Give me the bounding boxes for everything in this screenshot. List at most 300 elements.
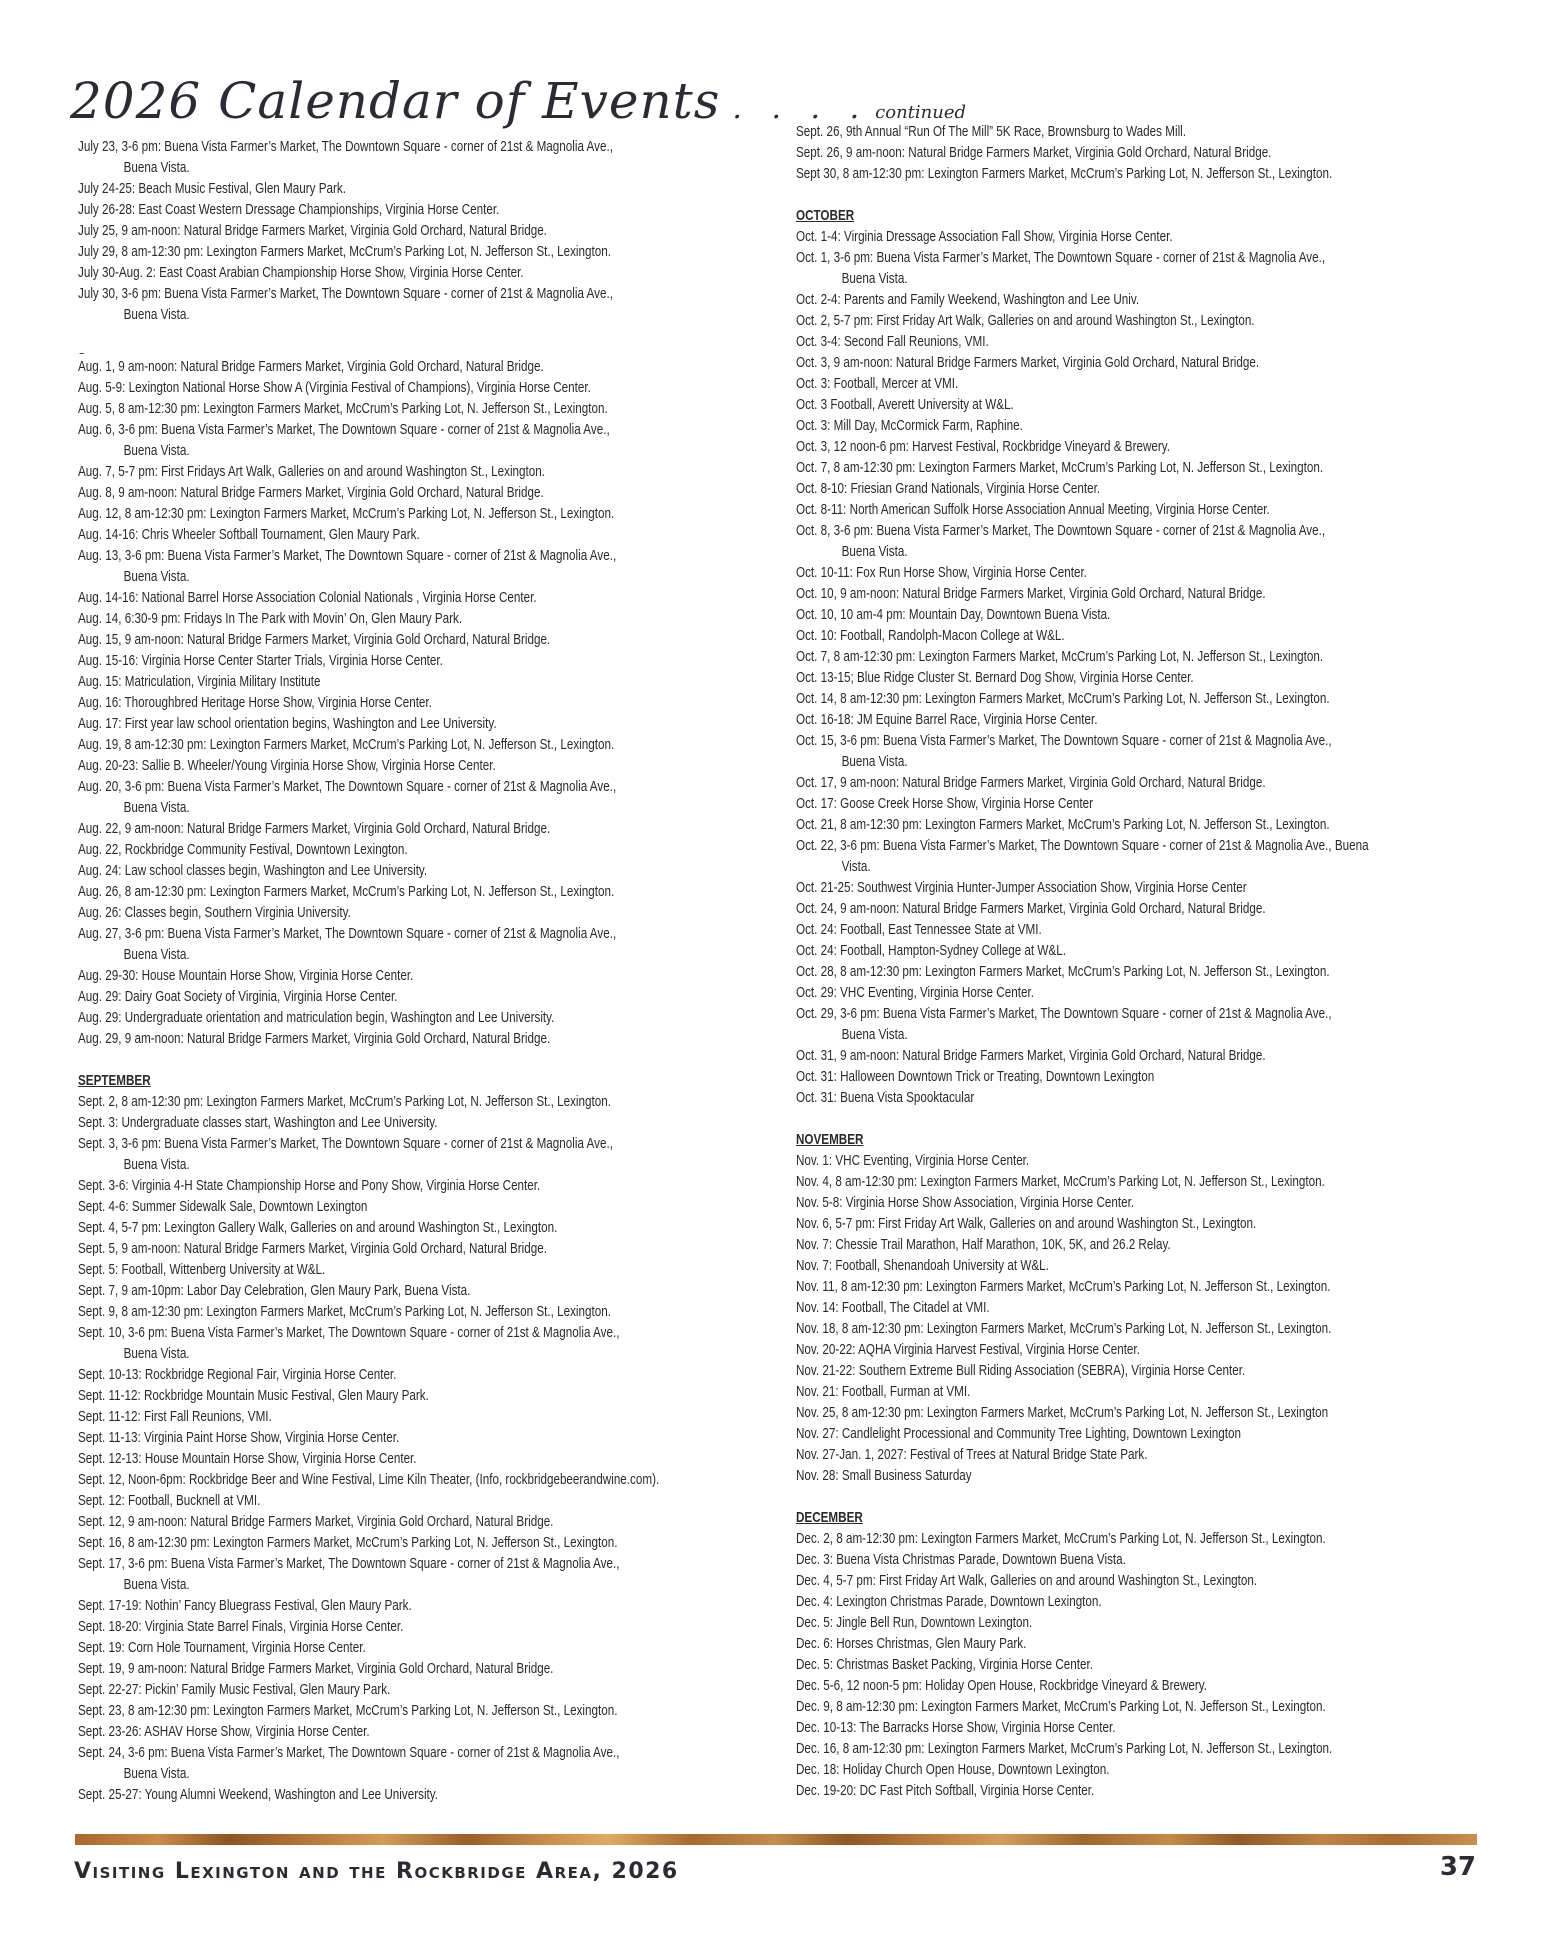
event-entry (78, 1197, 659, 1218)
event-entry (796, 1088, 1369, 1109)
event-entry (78, 651, 659, 672)
month-heading-september: SEPTEMBER (78, 1073, 151, 1089)
event-text-continuation: Buena Vista. (123, 1766, 190, 1782)
event-text: Oct. 8-10: Friesian Grand Nationals, Virginia Horse Center. (796, 481, 1101, 497)
event-entry (78, 221, 659, 242)
event-entry (796, 1361, 1369, 1382)
event-entry (78, 525, 659, 546)
event-entry (796, 1655, 1369, 1676)
event-text: Dec. 19-20: DC Fast Pitch Softball, Virginia Horse Center. (796, 1783, 1095, 1799)
event-text: Nov. 1: VHC Eventing, Virginia Horse Center. (796, 1153, 1030, 1169)
event-text: Aug. 6, 3-6 pm: Buena Vista Farmer’s Market, The Downtown Square - corner of 21st & Magnolia Ave., (78, 422, 610, 438)
event-entry (78, 1365, 659, 1386)
event-entry (78, 1638, 659, 1659)
event-text: Oct. 29, 3-6 pm: Buena Vista Farmer’s Market, The Downtown Square - corner of 21st & Magnolia Ave., (796, 1006, 1332, 1022)
event-text: Nov. 5-8: Virginia Horse Show Association, Virginia Horse Center. (796, 1195, 1135, 1211)
event-text: Nov. 4, 8 am-12:30 pm: Lexington Farmers Market, McCrum’s Parking Lot, N. Jefferson St., Lexington. (796, 1174, 1325, 1190)
event-entry (78, 714, 659, 735)
event-text: Sept. 3-6: Virginia 4-H State Championship Horse and Pony Show, Virginia Horse Center. (78, 1178, 541, 1194)
event-entry (78, 1323, 659, 1365)
event-text: Oct. 10-11: Fox Run Horse Show, Virginia Horse Center. (796, 565, 1087, 581)
event-entry (78, 609, 659, 630)
event-text: Aug. 17: First year law school orientation begins, Washington and Lee University. (78, 716, 497, 732)
event-text-continuation: Buena Vista. (123, 160, 190, 176)
event-entry (796, 290, 1369, 311)
event-text: Sept 30, 8 am-12:30 pm: Lexington Farmers Market, McCrum’s Parking Lot, N. Jefferson St., Lexington. (796, 166, 1333, 182)
event-text: Nov. 6, 5-7 pm: First Friday Art Walk, Galleries on and around Washington St., Lexington. (796, 1216, 1257, 1232)
event-entry (78, 1386, 659, 1407)
event-text: Oct. 17, 9 am-noon: Natural Bridge Farmers Market, Virginia Gold Orchard, Natural Bridge. (796, 775, 1266, 791)
event-entry (796, 794, 1369, 815)
event-text: Oct. 10: Football, Randolph-Macon College at W&L. (796, 628, 1065, 644)
event-text-continuation: Buena Vista. (841, 754, 908, 770)
event-entry (796, 773, 1369, 794)
event-text: Dec. 4, 5-7 pm: First Friday Art Walk, Galleries on and around Washington St., Lexington. (796, 1573, 1258, 1589)
event-entry (78, 924, 659, 966)
event-text: Sept. 11-13: Virginia Paint Horse Show, Virginia Horse Center. (78, 1430, 400, 1446)
event-text: Aug. 20-23: Sallie B. Wheeler/Young Virginia Horse Show, Virginia Horse Center. (78, 758, 496, 774)
event-entry (796, 416, 1369, 437)
event-text: Oct. 21, 8 am-12:30 pm: Lexington Farmers Market, McCrum’s Parking Lot, N. Jefferson St., Lexington. (796, 817, 1330, 833)
event-entry (78, 1239, 659, 1260)
event-text: Oct. 2, 5-7 pm: First Friday Art Walk, Galleries on and around Washington St., Lexington. (796, 313, 1255, 329)
event-text: Nov. 11, 8 am-12:30 pm: Lexington Farmers Market, McCrum’s Parking Lot, N. Jefferson St., Lexington. (796, 1279, 1331, 1295)
event-text: Oct. 3: Football, Mercer at VMI. (796, 376, 959, 392)
event-text: Sept. 2, 8 am-12:30 pm: Lexington Farmers Market, McCrum’s Parking Lot, N. Jefferson St., Lexington. (78, 1094, 611, 1110)
event-text: July 26-28: East Coast Western Dressage Championships, Virginia Horse Center. (78, 202, 500, 218)
event-text: Aug. 8, 9 am-noon: Natural Bridge Farmers Market, Virginia Gold Orchard, Natural Bridge. (78, 485, 544, 501)
month-heading-november: NOVEMBER (796, 1132, 864, 1148)
event-entry (78, 1659, 659, 1680)
event-text: Oct. 22, 3-6 pm: Buena Vista Farmer’s Market, The Downtown Square - corner of 21st & Magnolia Ave., Buena (796, 838, 1369, 854)
event-entry (78, 1176, 659, 1197)
event-text: Sept. 26, 9 am-noon: Natural Bridge Farmers Market, Virginia Gold Orchard, Natural Bridge. (796, 145, 1272, 161)
event-entry (78, 987, 659, 1008)
event-text: Aug. 29: Dairy Goat Society of Virginia, Virginia Horse Center. (78, 989, 398, 1005)
event-entry (796, 1004, 1369, 1046)
event-entry (796, 1634, 1369, 1655)
event-text: July 30, 3-6 pm: Buena Vista Farmer’s Market, The Downtown Square - corner of 21st & Magnolia Ave., (78, 286, 613, 302)
event-entry (796, 1193, 1369, 1214)
page-number: 37 (1439, 1852, 1476, 1882)
event-entry (796, 941, 1369, 962)
event-entry (796, 1067, 1369, 1088)
event-text: Oct. 24: Football, East Tennessee State at VMI. (796, 922, 1042, 938)
event-entry (78, 1302, 659, 1323)
event-entry (796, 1718, 1369, 1739)
event-text: Sept. 11-12: Rockbridge Mountain Music Festival, Glen Maury Park. (78, 1388, 429, 1404)
event-entry (78, 630, 659, 651)
event-text: Sept. 17-19: Nothin’ Fancy Bluegrass Festival, Glen Maury Park. (78, 1598, 412, 1614)
event-text: Sept. 5, 9 am-noon: Natural Bridge Farmers Market, Virginia Gold Orchard, Natural Bridge. (78, 1241, 547, 1257)
event-text: Sept. 10-13: Rockbridge Regional Fair, Virginia Horse Center. (78, 1367, 397, 1383)
event-entry (796, 1571, 1369, 1592)
event-text: Sept. 10, 3-6 pm: Buena Vista Farmer’s Market, The Downtown Square - corner of 21st & Magnolia Ave., (78, 1325, 620, 1341)
event-text: Sept. 23-26: ASHAV Horse Show, Virginia Horse Center. (78, 1724, 370, 1740)
event-text: Sept. 7, 9 am-10pm: Labor Day Celebration, Glen Maury Park, Buena Vista. (78, 1283, 471, 1299)
event-text: Oct. 31: Buena Vista Spooktacular (796, 1090, 975, 1106)
event-entry (796, 227, 1369, 248)
event-entry (796, 920, 1369, 941)
event-entry (796, 1046, 1369, 1067)
event-entry (78, 1512, 659, 1533)
event-text: Aug. 26, 8 am-12:30 pm: Lexington Farmers Market, McCrum’s Parking Lot, N. Jefferson St., Lexington. (78, 884, 615, 900)
event-entry (796, 479, 1369, 500)
event-text: Sept. 24, 3-6 pm: Buena Vista Farmer’s Market, The Downtown Square - corner of 21st & Magnolia Ave., (78, 1745, 620, 1761)
event-text: Aug. 5-9: Lexington National Horse Show A (Virginia Festival of Champions), Virginia Horse Center. (78, 380, 591, 396)
event-text-continuation: Buena Vista. (123, 1157, 190, 1173)
event-entry (796, 1445, 1369, 1466)
event-text: Sept. 12, 9 am-noon: Natural Bridge Farmers Market, Virginia Gold Orchard, Natural Bridge. (78, 1514, 554, 1530)
event-entry (796, 983, 1369, 1004)
title-dots: . . . . (732, 91, 870, 126)
august-events (78, 357, 659, 1050)
event-text: Oct. 2-4: Parents and Family Weekend, Washington and Lee Univ. (796, 292, 1140, 308)
october-events (796, 227, 1369, 1109)
event-entry (78, 284, 659, 326)
event-text: Sept. 5: Football, Wittenberg University at W&L. (78, 1262, 326, 1278)
event-entry (796, 437, 1369, 458)
event-entry (78, 1029, 659, 1050)
event-text: Oct. 21-25: Southwest Virginia Hunter-Jumper Association Show, Virginia Horse Center (796, 880, 1247, 896)
event-text: Dec. 3: Buena Vista Christmas Parade, Downtown Buena Vista. (796, 1552, 1126, 1568)
event-text: Oct. 3, 12 noon-6 pm: Harvest Festival, Rockbridge Vineyard & Brewery. (796, 439, 1170, 455)
event-entry (796, 500, 1369, 521)
event-entry (796, 122, 1369, 143)
event-entry (796, 689, 1369, 710)
event-text: Sept. 3: Undergraduate classes start, Washington and Lee University. (78, 1115, 438, 1131)
stray-dash (78, 347, 659, 357)
month-heading-october: OCTOBER (796, 208, 855, 224)
event-text: Dec. 18: Holiday Church Open House, Downtown Lexington. (796, 1762, 1110, 1778)
september-events (78, 1092, 659, 1806)
event-text: Oct. 3-4: Second Fall Reunions, VMI. (796, 334, 989, 350)
event-entry (796, 1172, 1369, 1193)
event-text: Nov. 27: Candlelight Processional and Community Tree Lighting, Downtown Lexington (796, 1426, 1241, 1442)
event-text: Nov. 7: Football, Shenandoah University at W&L. (796, 1258, 1049, 1274)
event-text: Sept. 9, 8 am-12:30 pm: Lexington Farmers Market, McCrum’s Parking Lot, N. Jefferson St., Lexington. (78, 1304, 611, 1320)
event-text: Aug. 15: Matriculation, Virginia Military Institute (78, 674, 321, 690)
event-text: Sept. 12-13: House Mountain Horse Show, Virginia Horse Center. (78, 1451, 417, 1467)
event-text: Aug. 27, 3-6 pm: Buena Vista Farmer’s Market, The Downtown Square - corner of 21st & Magnolia Ave., (78, 926, 617, 942)
event-text-continuation: Buena Vista. (123, 307, 190, 323)
event-text: Oct. 1-4: Virginia Dressage Association Fall Show, Virginia Horse Center. (796, 229, 1173, 245)
event-entry (78, 420, 659, 462)
event-entry (78, 546, 659, 588)
event-entry (796, 1151, 1369, 1172)
event-text: Oct. 10, 9 am-noon: Natural Bridge Farmers Market, Virginia Gold Orchard, Natural Bridge. (796, 586, 1266, 602)
event-text: Nov. 14: Football, The Citadel at VMI. (796, 1300, 990, 1316)
event-text: Oct. 3 Football, Averett University at W&L. (796, 397, 1014, 413)
event-entry (78, 1701, 659, 1722)
event-text: Dec. 5: Christmas Basket Packing, Virginia Horse Center. (796, 1657, 1093, 1673)
event-entry (78, 966, 659, 987)
event-entry (796, 1760, 1369, 1781)
event-text-continuation: Buena Vista. (123, 947, 190, 963)
event-entry (796, 1676, 1369, 1697)
event-text: Oct. 7, 8 am-12:30 pm: Lexington Farmers Market, McCrum’s Parking Lot, N. Jefferson St., Lexington. (796, 460, 1324, 476)
event-entry (796, 521, 1369, 563)
december-events (796, 1529, 1369, 1802)
event-entry (796, 248, 1369, 290)
event-text: Sept. 12, Noon-6pm: Rockbridge Beer and Wine Festival, Lime Kiln Theater, (Info, rockbridgebeerandwine.com). (78, 1472, 660, 1488)
event-text-continuation: Buena Vista. (123, 800, 190, 816)
event-entry (796, 1214, 1369, 1235)
event-text: Nov. 27-Jan. 1, 2027: Festival of Trees at Natural Bridge State Park. (796, 1447, 1148, 1463)
event-entry (796, 458, 1369, 479)
event-entry (78, 861, 659, 882)
event-text: Sept. 22-27: Pickin’ Family Music Festival, Glen Maury Park. (78, 1682, 391, 1698)
event-entry (78, 179, 659, 200)
event-entry (796, 1382, 1369, 1403)
event-text: Dec. 5-6, 12 noon-5 pm: Holiday Open House, Rockbridge Vineyard & Brewery. (796, 1678, 1207, 1694)
july-events (78, 137, 659, 326)
event-entry (78, 1449, 659, 1470)
event-text: Nov. 20-22: AQHA Virginia Harvest Festival, Virginia Horse Center. (796, 1342, 1140, 1358)
event-text: Dec. 10-13: The Barracks Horse Show, Virginia Horse Center. (796, 1720, 1116, 1736)
event-entry (796, 1235, 1369, 1256)
event-text-continuation: Buena Vista. (841, 544, 908, 560)
event-text: Aug. 13, 3-6 pm: Buena Vista Farmer’s Market, The Downtown Square - corner of 21st & Magnolia Ave., (78, 548, 617, 564)
event-entry (78, 1554, 659, 1596)
event-entry (796, 731, 1369, 773)
event-entry (78, 378, 659, 399)
november-events (796, 1151, 1369, 1487)
event-entry (796, 395, 1369, 416)
event-text: Aug. 16: Thoroughbred Heritage Horse Show, Virginia Horse Center. (78, 695, 432, 711)
event-entry (796, 878, 1369, 899)
event-text: Oct. 24, 9 am-noon: Natural Bridge Farmers Market, Virginia Gold Orchard, Natural Bridge. (796, 901, 1266, 917)
event-text: Oct. 17: Goose Creek Horse Show, Virginia Horse Center (796, 796, 1093, 812)
event-entry (78, 137, 659, 179)
event-entry (796, 332, 1369, 353)
title-text: 2026 Calendar of Events (70, 72, 721, 130)
event-text: Nov. 18, 8 am-12:30 pm: Lexington Farmers Market, McCrum’s Parking Lot, N. Jefferson St., Lexington. (796, 1321, 1332, 1337)
event-entry (796, 1466, 1369, 1487)
september-events-continued (796, 122, 1369, 185)
event-entry (796, 710, 1369, 731)
event-text: Aug. 15, 9 am-noon: Natural Bridge Farmers Market, Virginia Gold Orchard, Natural Bridge. (78, 632, 551, 648)
event-text: Nov. 21-22: Southern Extreme Bull Riding Association (SEBRA), Virginia Horse Center. (796, 1363, 1246, 1379)
event-text: Nov. 21: Football, Furman at VMI. (796, 1384, 971, 1400)
event-entry (78, 357, 659, 378)
event-text: Aug. 20, 3-6 pm: Buena Vista Farmer’s Market, The Downtown Square - corner of 21st & Magnolia Ave., (78, 779, 617, 795)
event-text: Aug. 1, 9 am-noon: Natural Bridge Farmers Market, Virginia Gold Orchard, Natural Bridge. (78, 359, 544, 375)
event-text: Dec. 5: Jingle Bell Run, Downtown Lexington. (796, 1615, 1033, 1631)
event-entry (78, 504, 659, 525)
event-text-continuation: Buena Vista. (123, 1577, 190, 1593)
event-entry (78, 1281, 659, 1302)
event-text: Oct. 8, 3-6 pm: Buena Vista Farmer’s Market, The Downtown Square - corner of 21st & Magnolia Ave., (796, 523, 1326, 539)
event-entry (796, 815, 1369, 836)
event-text: Sept. 4, 5-7 pm: Lexington Gallery Walk, Galleries on and around Washington St., Lexington. (78, 1220, 558, 1236)
event-entry (78, 1134, 659, 1176)
event-entry (78, 1113, 659, 1134)
event-text: Dec. 2, 8 am-12:30 pm: Lexington Farmers Market, McCrum’s Parking Lot, N. Jefferson St., Lexington. (796, 1531, 1326, 1547)
event-text: Sept. 4-6: Summer Sidewalk Sale, Downtown Lexington (78, 1199, 368, 1215)
event-entry (78, 1743, 659, 1785)
event-entry (796, 1256, 1369, 1277)
event-text: Oct. 8-11: North American Suffolk Horse Association Annual Meeting, Virginia Horse Center. (796, 502, 1270, 518)
event-text: Sept. 25-27: Young Alumni Weekend, Washington and Lee University. (78, 1787, 438, 1803)
event-text: Oct. 16-18: JM Equine Barrel Race, Virginia Horse Center. (796, 712, 1098, 728)
event-entry (78, 1533, 659, 1554)
event-text: Aug. 26: Classes begin, Southern Virginia University. (78, 905, 351, 921)
event-text: Sept. 3, 3-6 pm: Buena Vista Farmer’s Market, The Downtown Square - corner of 21st & Magnolia Ave., (78, 1136, 613, 1152)
event-text: Aug. 19, 8 am-12:30 pm: Lexington Farmers Market, McCrum’s Parking Lot, N. Jefferson St., Lexington. (78, 737, 615, 753)
event-entry (796, 143, 1369, 164)
event-entry (796, 563, 1369, 584)
event-entry (796, 374, 1369, 395)
event-entry (78, 1785, 659, 1806)
event-entry (796, 899, 1369, 920)
event-text: Oct. 3, 9 am-noon: Natural Bridge Farmers Market, Virginia Gold Orchard, Natural Bridge. (796, 355, 1260, 371)
publication-title: Visiting Lexington and the Rockbridge Area, 2026 (74, 1859, 679, 1884)
event-text: July 30-Aug. 2: East Coast Arabian Championship Horse Show, Virginia Horse Center. (78, 265, 524, 281)
month-heading-december: DECEMBER (796, 1510, 863, 1526)
event-text: Oct. 31, 9 am-noon: Natural Bridge Farmers Market, Virginia Gold Orchard, Natural Bridge. (796, 1048, 1266, 1064)
event-entry (796, 1781, 1369, 1802)
event-entry (796, 1550, 1369, 1571)
event-entry (78, 200, 659, 221)
event-entry (796, 311, 1369, 332)
event-entry (796, 1613, 1369, 1634)
event-entry (78, 819, 659, 840)
event-entry (796, 962, 1369, 983)
event-text: Sept. 19: Corn Hole Tournament, Virginia Horse Center. (78, 1640, 366, 1656)
event-entry (78, 263, 659, 284)
event-text: Sept. 18-20: Virginia State Barrel Finals, Virginia Horse Center. (78, 1619, 404, 1635)
event-text: Dec. 6: Horses Christmas, Glen Maury Park. (796, 1636, 1027, 1652)
event-text: Sept. 23, 8 am-12:30 pm: Lexington Farmers Market, McCrum’s Parking Lot, N. Jefferson St., Lexington. (78, 1703, 618, 1719)
spacer (78, 326, 659, 347)
event-entry (78, 882, 659, 903)
event-entry (78, 462, 659, 483)
event-entry (78, 903, 659, 924)
event-entry (78, 1722, 659, 1743)
event-text: July 25, 9 am-noon: Natural Bridge Farmers Market, Virginia Gold Orchard, Natural Bridge. (78, 223, 547, 239)
event-entry (78, 242, 659, 263)
event-entry (796, 164, 1369, 185)
event-entry (796, 1403, 1369, 1424)
event-entry (78, 1470, 659, 1491)
event-text: Oct. 13-15; Blue Ridge Cluster St. Bernard Dog Show, Virginia Horse Center. (796, 670, 1194, 686)
event-text: Aug. 14-16: National Barrel Horse Association Colonial Nationals , Virginia Horse Center. (78, 590, 537, 606)
event-text: Sept. 26, 9th Annual “Run Of The Mill” 5K Race, Brownsburg to Wades Mill. (796, 124, 1186, 140)
event-text: Aug. 22, 9 am-noon: Natural Bridge Farmers Market, Virginia Gold Orchard, Natural Bridge. (78, 821, 551, 837)
event-entry (796, 1592, 1369, 1613)
event-entry (78, 1680, 659, 1701)
event-text: Oct. 10, 10 am-4 pm: Mountain Day, Downtown Buena Vista. (796, 607, 1111, 623)
event-text: Oct. 24: Football, Hampton-Sydney College at W&L. (796, 943, 1066, 959)
event-entry (796, 1298, 1369, 1319)
event-entry (796, 605, 1369, 626)
event-entry (796, 836, 1369, 878)
event-text: Aug. 24: Law school classes begin, Washington and Lee University. (78, 863, 428, 879)
event-text: July 24-25: Beach Music Festival, Glen Maury Park. (78, 181, 346, 197)
event-entry (78, 483, 659, 504)
event-entry (796, 1340, 1369, 1361)
event-text: July 23, 3-6 pm: Buena Vista Farmer’s Market, The Downtown Square - corner of 21st & Magnolia Ave., (78, 139, 613, 155)
event-text: Nov. 25, 8 am-12:30 pm: Lexington Farmers Market, McCrum’s Parking Lot, N. Jefferson St., Lexington (796, 1405, 1329, 1421)
event-entry (78, 1218, 659, 1239)
event-text: Nov. 28: Small Business Saturday (796, 1468, 972, 1484)
event-text: Sept. 16, 8 am-12:30 pm: Lexington Farmers Market, McCrum’s Parking Lot, N. Jefferson St., Lexington. (78, 1535, 618, 1551)
event-text: Dec. 16, 8 am-12:30 pm: Lexington Farmers Market, McCrum’s Parking Lot, N. Jefferson St., Lexington. (796, 1741, 1333, 1757)
event-entry (78, 1407, 659, 1428)
decorative-wood-bar (75, 1834, 1477, 1845)
event-entry (78, 1008, 659, 1029)
event-entry (78, 735, 659, 756)
event-entry (796, 1319, 1369, 1340)
event-entry (78, 672, 659, 693)
event-entry (78, 1260, 659, 1281)
left-column (78, 137, 659, 1806)
event-text: Oct. 3: Mill Day, McCormick Farm, Raphine. (796, 418, 1023, 434)
event-entry (796, 1277, 1369, 1298)
event-text: Aug. 14, 6:30-9 pm: Fridays In The Park with Movin’ On, Glen Maury Park. (78, 611, 463, 627)
event-text: Sept. 17, 3-6 pm: Buena Vista Farmer’s Market, The Downtown Square - corner of 21st & Magnolia Ave., (78, 1556, 620, 1572)
event-text: Oct. 28, 8 am-12:30 pm: Lexington Farmers Market, McCrum’s Parking Lot, N. Jefferson St., Lexington. (796, 964, 1330, 980)
event-text: Aug. 12, 8 am-12:30 pm: Lexington Farmers Market, McCrum’s Parking Lot, N. Jefferson St., Lexington. (78, 506, 615, 522)
event-text: Sept. 12: Football, Bucknell at VMI. (78, 1493, 261, 1509)
event-text-continuation: Buena Vista. (123, 569, 190, 585)
event-text: Aug. 15-16: Virginia Horse Center Starter Trials, Virginia Horse Center. (78, 653, 443, 669)
event-text: Nov. 7: Chessie Trail Marathon, Half Marathon, 10K, 5K, and 26.2 Relay. (796, 1237, 1171, 1253)
event-entry (78, 1596, 659, 1617)
event-entry (78, 399, 659, 420)
event-entry (796, 1739, 1369, 1760)
event-entry (796, 353, 1369, 374)
event-text: Oct. 7, 8 am-12:30 pm: Lexington Farmers Market, McCrum’s Parking Lot, N. Jefferson St., Lexington. (796, 649, 1324, 665)
event-entry (78, 1428, 659, 1449)
event-text: Aug. 29-30: House Mountain Horse Show, Virginia Horse Center. (78, 968, 414, 984)
event-entry (796, 626, 1369, 647)
event-entry (796, 1697, 1369, 1718)
event-entry (796, 647, 1369, 668)
event-text-continuation: Buena Vista. (123, 1346, 190, 1362)
event-entry (796, 1529, 1369, 1550)
event-text-continuation: Buena Vista. (841, 1027, 908, 1043)
event-entry (78, 756, 659, 777)
event-entry (78, 1491, 659, 1512)
event-text: Aug. 29: Undergraduate orientation and matriculation begin, Washington and Lee University. (78, 1010, 555, 1026)
event-entry (796, 1424, 1369, 1445)
event-text: July 29, 8 am-12:30 pm: Lexington Farmers Market, McCrum’s Parking Lot, N. Jefferson St., Lexington. (78, 244, 611, 260)
event-text: Aug. 29, 9 am-noon: Natural Bridge Farmers Market, Virginia Gold Orchard, Natural Bridge. (78, 1031, 551, 1047)
event-entry (78, 1092, 659, 1113)
event-text: Oct. 29: VHC Eventing, Virginia Horse Center. (796, 985, 1034, 1001)
event-text: Aug. 14-16: Chris Wheeler Softball Tournament, Glen Maury Park. (78, 527, 420, 543)
event-entry (78, 777, 659, 819)
event-text: Aug. 22, Rockbridge Community Festival, Downtown Lexington. (78, 842, 408, 858)
event-text: Sept. 19, 9 am-noon: Natural Bridge Farmers Market, Virginia Gold Orchard, Natural Bridge. (78, 1661, 554, 1677)
right-column (796, 122, 1369, 1802)
event-entry (796, 668, 1369, 689)
event-text: Oct. 15, 3-6 pm: Buena Vista Farmer’s Market, The Downtown Square - corner of 21st & Magnolia Ave., (796, 733, 1332, 749)
event-entry (796, 584, 1369, 605)
event-entry (78, 588, 659, 609)
event-text: Dec. 9, 8 am-12:30 pm: Lexington Farmers Market, McCrum’s Parking Lot, N. Jefferson St., Lexington. (796, 1699, 1326, 1715)
event-text: Aug. 7, 5-7 pm: First Fridays Art Walk, Galleries on and around Washington St., Lexington. (78, 464, 545, 480)
title-continued: continued (875, 102, 967, 123)
event-text: Sept. 11-12: First Fall Reunions, VMI. (78, 1409, 272, 1425)
event-entry (78, 840, 659, 861)
event-entry (78, 693, 659, 714)
event-entry (78, 1617, 659, 1638)
event-text-continuation: Vista. (841, 859, 871, 875)
event-text: Oct. 14, 8 am-12:30 pm: Lexington Farmers Market, McCrum’s Parking Lot, N. Jefferson St., Lexington. (796, 691, 1330, 707)
